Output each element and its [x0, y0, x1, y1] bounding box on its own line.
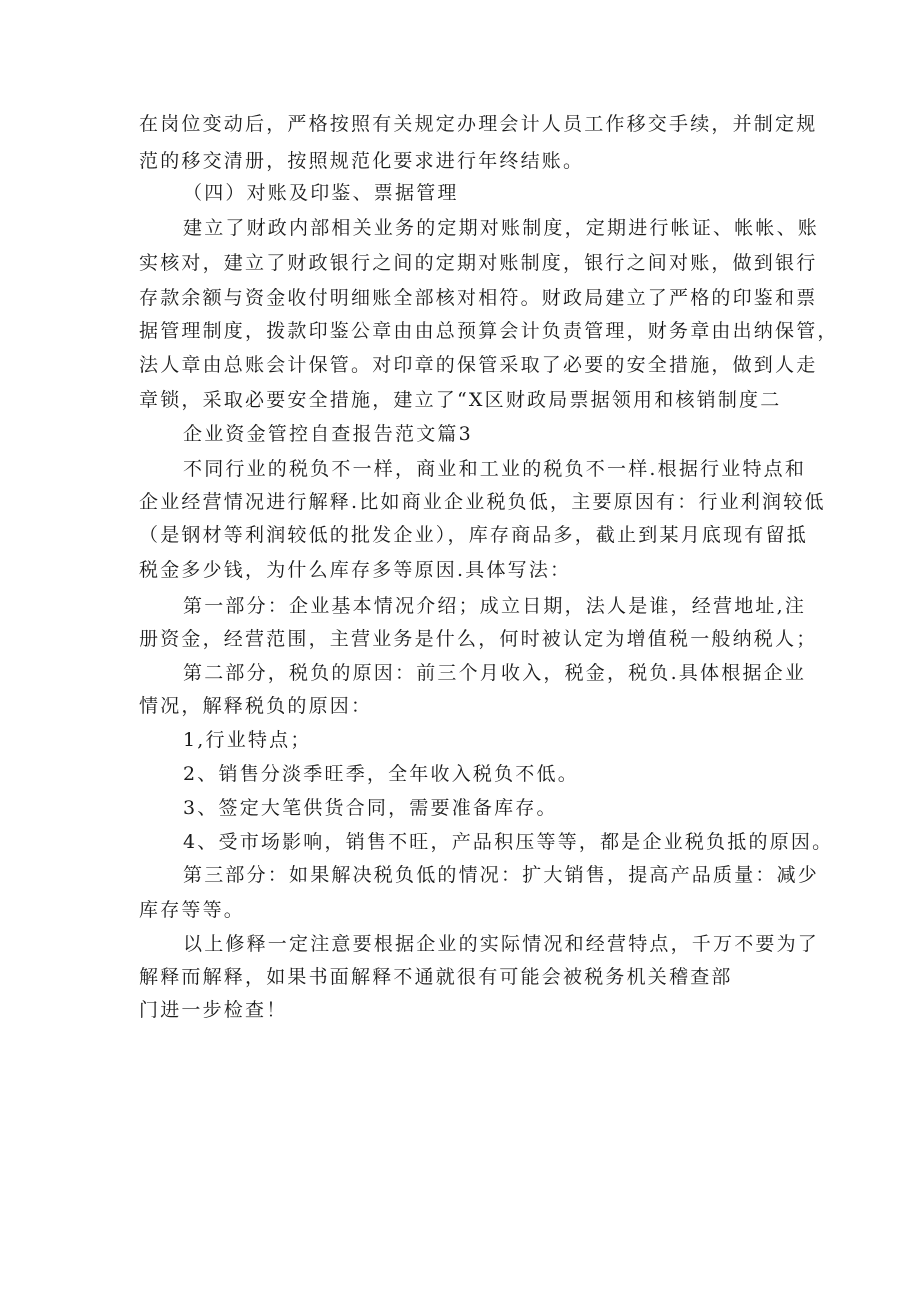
- text-line: 第一部分：企业基本情况介绍；成立日期，法人是谁，经营地址,注: [183, 595, 807, 617]
- text-line: 据管理制度，拨款印鉴公章由由总预算会计负责管理，财务章由出纳保管，: [139, 320, 839, 342]
- text-line: 章锁，采取必要安全措施，建立了“X区财政局票据领用和核销制度二: [139, 389, 782, 411]
- text-line: 以上修释一定注意要根据企业的实际情况和经营特点，千万不要为了: [183, 933, 820, 955]
- text-line: 法人章由总账会计保管。对印章的保管采取了必要的安全措施，做到人走: [139, 354, 818, 376]
- text-line: 库存等等。: [139, 899, 246, 921]
- text-line: 实核对，建立了财政银行之间的定期对账制度，银行之间对账，做到银行: [139, 252, 818, 274]
- text-line: 存款余额与资金收付明细账全部核对相符。财政局建立了严格的印鉴和票: [139, 287, 818, 309]
- list-item: 2、销售分淡季旺季，全年收入税负不低。: [183, 763, 579, 785]
- text-line: 情况，解释税负的原因：: [139, 695, 373, 717]
- list-item: 1,行业特点；: [183, 729, 312, 751]
- text-line: （是钢材等利润较低的批发企业），库存商品多，截止到某月底现有留抵: [139, 524, 808, 546]
- section-heading: （四）对账及印鉴、票据管理: [183, 182, 459, 204]
- text-line: 税金多少钱，为什么库存多等原因.具体写法：: [139, 559, 572, 581]
- text-line: 门进一步检查！: [139, 999, 288, 1021]
- text-line: 建立了财政内部相关业务的定期对账制度，定期进行帐证、帐帐、账: [183, 217, 820, 239]
- text-line: 第二部分，税负的原因：前三个月收入，税金，税负.具体根据企业: [183, 662, 807, 684]
- text-line: 企业经营情况进行解释.比如商业企业税负低，主要原因有：行业利润较低: [139, 491, 826, 513]
- text-line: 在岗位变动后，严格按照有关规定办理会计人员工作移交手续，并制定规: [139, 113, 818, 135]
- list-item: 4、受市场影响，销售不旺，产品积压等等，都是企业税负抵的原因。: [183, 831, 834, 853]
- list-item: 3、签定大笔供货合同，需要准备库存。: [183, 797, 558, 819]
- text-line: 范的移交清册，按照规范化要求进行年终结账。: [139, 150, 585, 172]
- text-line: 册资金，经营范围，主营业务是什么，何时被认定为增值税一般纳税人；: [139, 628, 818, 650]
- text-line: 第三部分：如果解决税负低的情况：扩大销售，提高产品质量：减少: [183, 864, 820, 886]
- text-line: 解释而解释，如果书面解释不通就很有可能会被税务机关稽查部: [139, 966, 733, 988]
- article-title: 企业资金管控自查报告范文篇3: [183, 423, 473, 445]
- text-line: 不同行业的税负不一样，商业和工业的税负不一样.根据行业特点和: [183, 458, 807, 480]
